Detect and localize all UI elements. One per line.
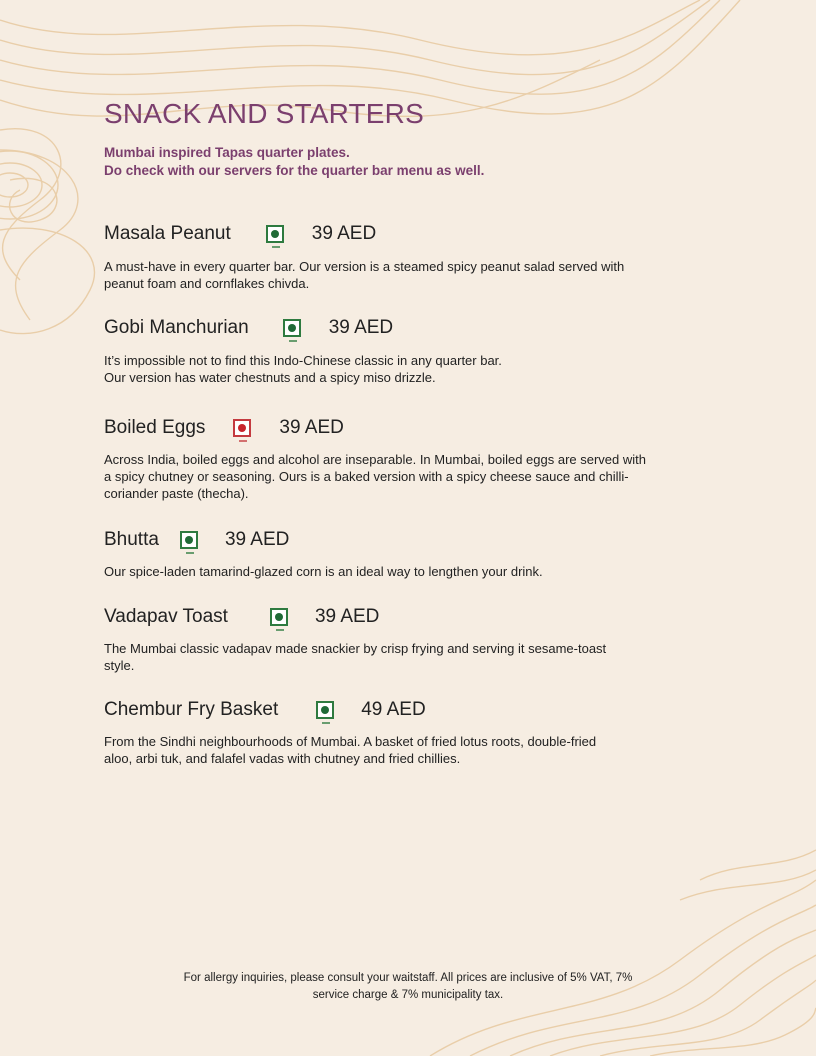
- footer-note: [150, 970, 666, 1003]
- menu-item-gobi-manchurian: [104, 315, 393, 341]
- item-price: 49 AED: [361, 699, 426, 720]
- veg-mark-icon: [316, 701, 334, 719]
- menu-item-chembur-fry-basket: [104, 697, 426, 723]
- item-price: 39 AED: [311, 223, 377, 244]
- item-description: [104, 258, 664, 292]
- veg-mark-icon: [266, 225, 284, 243]
- intro-line: Do check with our servers for the quarter bar menu as well.: [104, 163, 485, 178]
- footer-line: service charge & 7% municipality tax.: [312, 988, 504, 1001]
- menu-item-vadapav-toast: [104, 604, 379, 630]
- description-line: style.: [104, 658, 135, 673]
- item-description: [104, 563, 664, 580]
- item-name: Gobi Manchurian: [104, 317, 249, 338]
- description-line: It’s impossible not to find this Indo-Chinese classic in any quarter bar.: [104, 353, 502, 368]
- item-description: [104, 640, 664, 674]
- item-description: [104, 733, 664, 767]
- description-line: a spicy chutney or seasoning. Ours is a baked version with a spicy cheese sauce and chilli-: [104, 469, 629, 484]
- item-description: [104, 352, 664, 386]
- intro-line: Mumbai inspired Tapas quarter plates.: [104, 145, 350, 160]
- item-name: Masala Peanut: [104, 223, 231, 244]
- menu-title: SNACK AND STARTERS: [104, 98, 424, 129]
- item-price: 39 AED: [224, 529, 290, 550]
- menu-item-masala-peanut: [104, 221, 376, 247]
- menu-item-boiled-eggs: [104, 415, 344, 441]
- item-price: 39 AED: [279, 417, 344, 438]
- footer-line: For allergy inquiries, please consult your waitstaff. All prices are inclusive of 5% VAT, 7%: [183, 972, 633, 984]
- item-name: Vadapav Toast: [104, 606, 228, 627]
- description-line: Our version has water chestnuts and a spicy miso drizzle.: [104, 370, 436, 385]
- non-veg-mark-icon: [233, 419, 251, 437]
- menu-item-bhutta: [104, 527, 289, 553]
- item-name: Boiled Eggs: [104, 417, 206, 438]
- veg-mark-icon: [270, 608, 288, 626]
- menu-intro: [104, 144, 484, 180]
- item-price: 39 AED: [328, 317, 394, 338]
- item-price: 39 AED: [314, 606, 380, 627]
- veg-mark-icon: [180, 531, 198, 549]
- description-line: peanut foam and cornflakes chivda.: [104, 276, 310, 291]
- description-line: aloo, arbi tuk, and falafel vadas with chutney and fried chillies.: [104, 751, 461, 766]
- description-line: Across India, boiled eggs and alcohol are inseparable. In Mumbai, boiled eggs are served with: [104, 452, 646, 467]
- item-name: Chembur Fry Basket: [104, 699, 279, 720]
- description-line: From the Sindhi neighbourhoods of Mumbai. A basket of fried lotus roots, double-fried: [104, 734, 597, 749]
- description-line: A must-have in every quarter bar. Our version is a steamed spicy peanut salad served with: [104, 259, 625, 274]
- item-description: [104, 451, 664, 502]
- item-name: Bhutta: [104, 529, 159, 550]
- description-line: The Mumbai classic vadapav made snackier by crisp frying and serving it sesame-toast: [104, 641, 607, 656]
- description-line: Our spice-laden tamarind-glazed corn is an ideal way to lengthen your drink.: [104, 564, 543, 579]
- description-line: coriander paste (thecha).: [104, 486, 249, 501]
- veg-mark-icon: [283, 319, 301, 337]
